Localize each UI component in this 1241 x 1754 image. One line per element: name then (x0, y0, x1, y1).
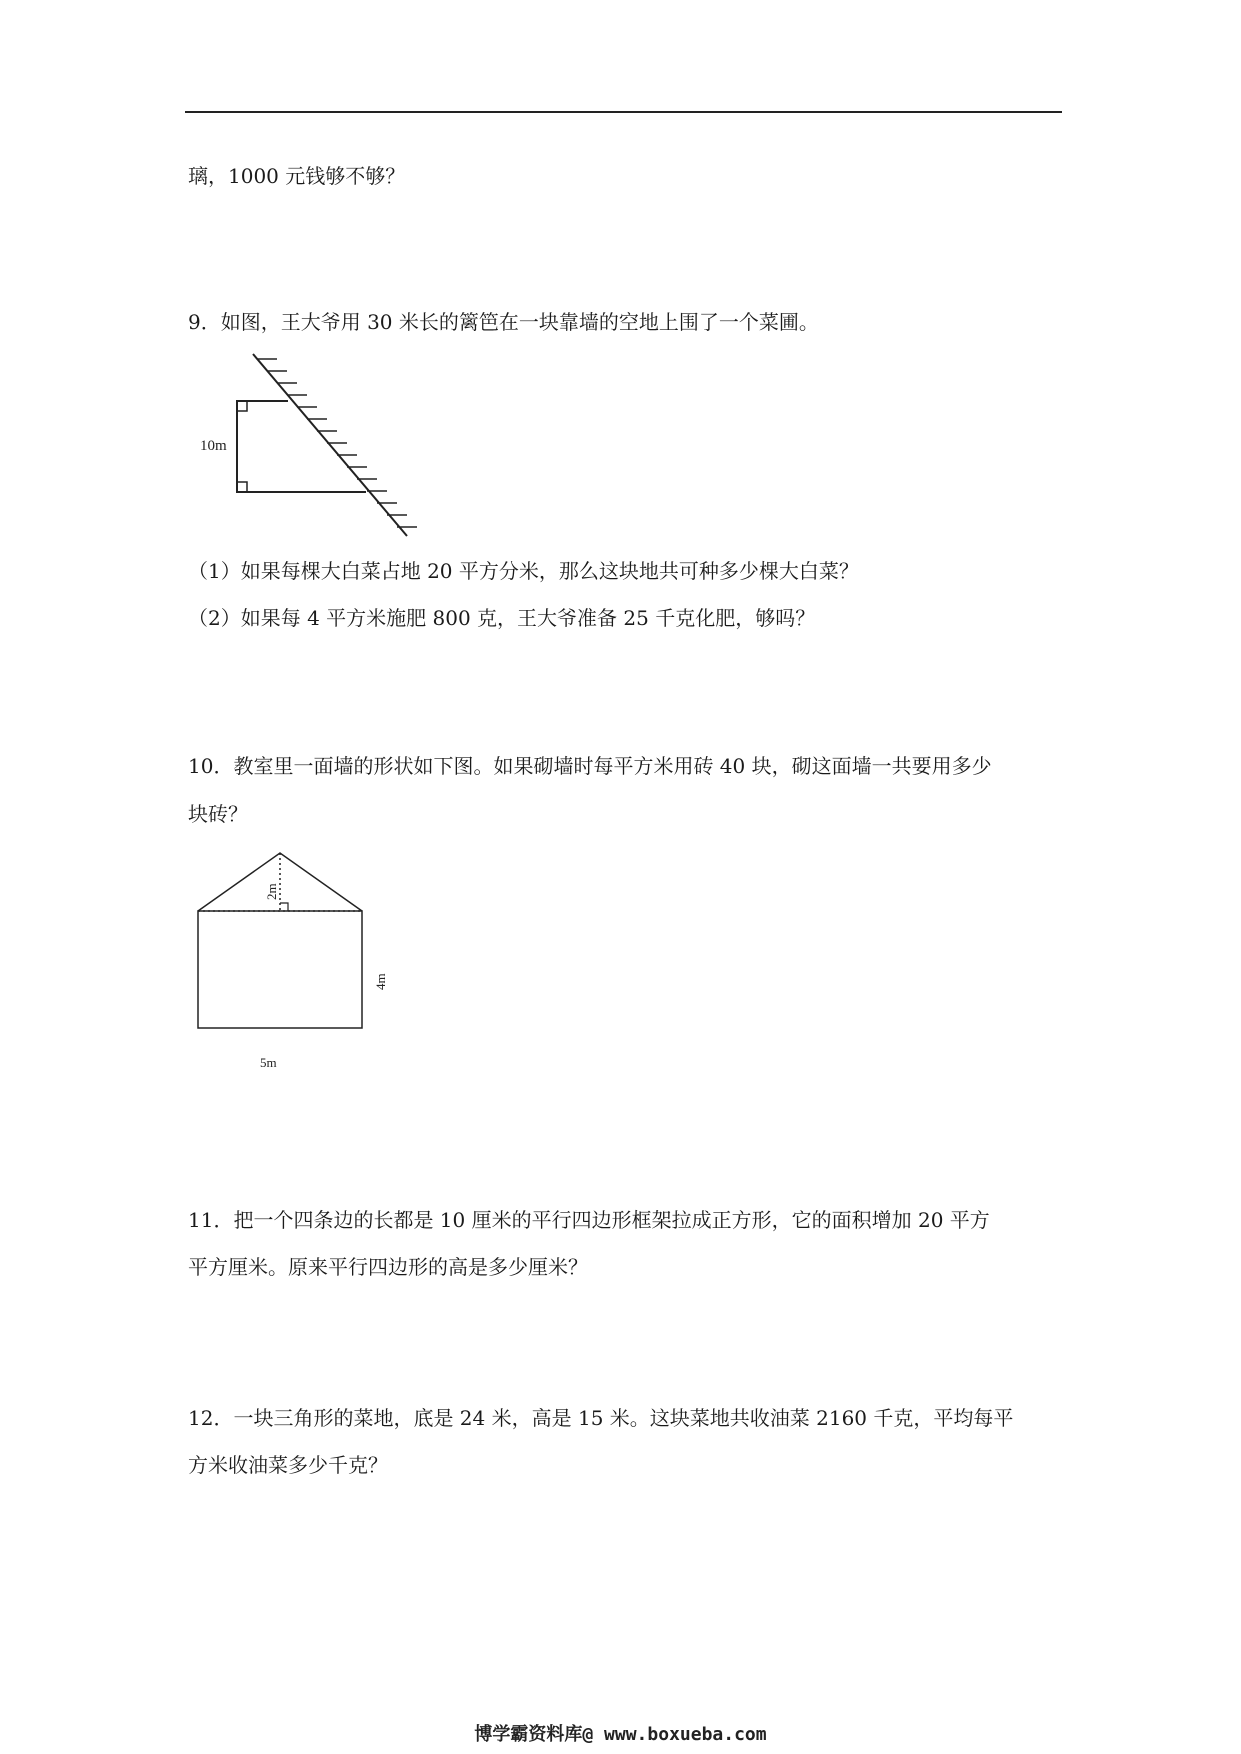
right-angle-bottom (237, 482, 247, 492)
height-label-10m: 10m (200, 438, 227, 454)
header-rule (185, 111, 1062, 113)
question-10-text-line-1: 10．教室里一面墙的形状如下图。如果砌墙时每平方米用砖 40 块，砌这面墙一共要用多少 (188, 754, 992, 778)
question-9-text: 9．如图，王大爷用 30 米长的篱笆在一块靠墙的空地上围了一个菜圃。 (188, 310, 819, 334)
wall-hatching (257, 359, 417, 527)
roof-height-label-2m: 2m (264, 883, 279, 900)
fence-outline (237, 401, 366, 492)
wall-line (253, 354, 407, 536)
question-12-text-line-1: 12．一块三角形的菜地，底是 24 米，高是 15 米。这块菜地共收油菜 2160 千克，平均每平 (188, 1406, 1014, 1430)
footer-watermark: 博学霸资料库@ www.boxueba.com (474, 1724, 767, 1745)
right-angle-top (237, 401, 247, 411)
question-9-part-2: （2）如果每 4 平方米施肥 800 克，王大爷准备 25 千克化肥，够吗？ (188, 606, 816, 630)
question-11-text-line-1: 11．把一个四条边的长都是 10 厘米的平行四边形框架拉成正方形，它的面积增加 20 平方 (188, 1208, 990, 1232)
wall-height-label-4m: 4m (373, 973, 388, 990)
roof-triangle (198, 853, 362, 911)
base-label-5m: 5m (260, 1055, 277, 1070)
question-9-part-1: （1）如果每棵大白菜占地 20 平方分米，那么这块地共可种多少棵大白菜？ (188, 559, 859, 583)
question-9-figure (195, 350, 425, 540)
question-11-text-line-2: 平方厘米。原来平行四边形的高是多少厘米？ (188, 1255, 588, 1279)
roof-right-angle (280, 903, 288, 911)
question-8-continuation: 璃，1000 元钱够不够？ (188, 164, 406, 188)
question-10-figure (190, 848, 400, 1078)
question-12-text-line-2: 方米收油菜多少千克？ (188, 1453, 388, 1477)
wall-rectangle (198, 911, 362, 1028)
question-10-text-line-2: 块砖？ (188, 802, 248, 826)
